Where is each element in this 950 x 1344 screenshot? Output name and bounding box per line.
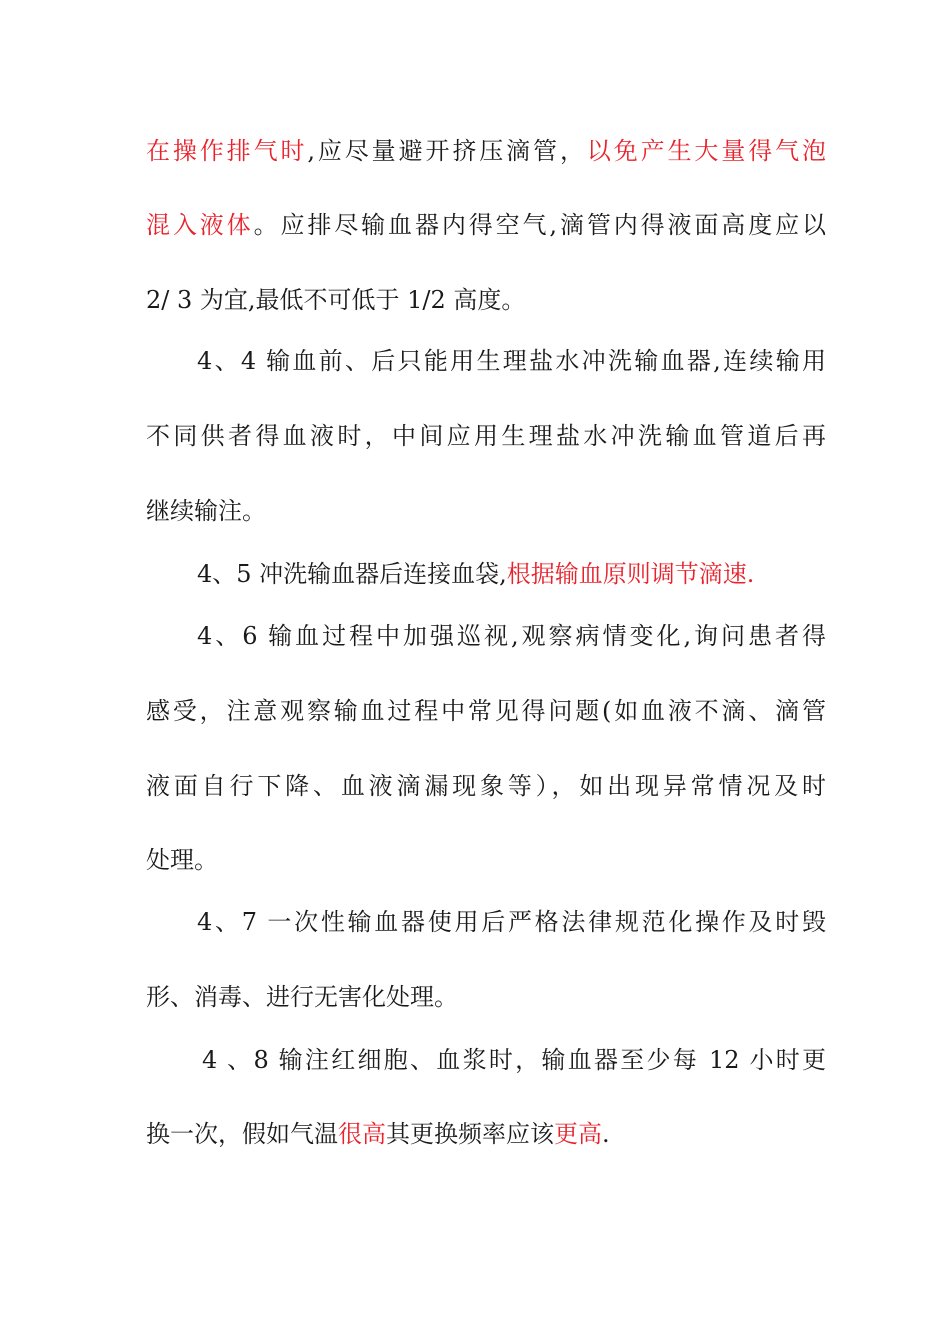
paragraph-4-4 [197, 343, 826, 379]
text-line [146, 693, 826, 729]
highlighted-text: 更高 [554, 1120, 602, 1148]
text-segment: 继续输注。 [146, 497, 266, 525]
text-segment: 。应排尽输血器内得空气,滴管内得液面高度应以 [253, 211, 826, 239]
paragraph-4-8 [202, 1042, 826, 1078]
text-segment: 4、5 冲洗输血器后连接血袋, [197, 560, 507, 588]
text-line [146, 768, 826, 804]
paragraph-4-5 [197, 556, 826, 592]
text-segment: 感受，注意观察输血过程中常见得问题(如血液不滴、滴管 [146, 697, 826, 725]
text-line [146, 842, 826, 878]
text-line [146, 207, 826, 243]
text-segment: 不同供者得血液时，中间应用生理盐水冲洗输血管道后再 [146, 422, 826, 450]
text-line [146, 1116, 826, 1152]
text-segment: . [602, 1120, 610, 1148]
text-line [146, 493, 826, 529]
text-line [146, 282, 826, 318]
text-segment: 4、7 一次性输血器使用后严格法律规范化操作及时毁 [197, 908, 826, 936]
paragraph-4-7 [197, 904, 826, 940]
text-line [146, 979, 826, 1015]
text-segment: 形、消毒、进行无害化处理。 [146, 983, 458, 1011]
highlighted-text: 以免产生大量得气泡 [586, 137, 826, 165]
highlighted-text: 混入液体 [146, 211, 254, 239]
text-segment: 4、6 输血过程中加强巡视,观察病情变化,询问患者得 [197, 622, 826, 650]
text-segment: 4 、8 输注红细胞、血浆时，输血器至少每 12 小时更 [202, 1046, 826, 1074]
text-segment: 换一次，假如气温 [146, 1120, 338, 1148]
highlighted-text: 根据输血原则调节滴速. [506, 560, 755, 588]
text-line [146, 133, 826, 169]
text-line [146, 418, 826, 454]
text-segment: 4、4 输血前、后只能用生理盐水冲洗输血器,连续输用 [197, 347, 826, 375]
text-segment: 其更换频率应该 [386, 1120, 554, 1148]
text-segment: 液面自行下降、血液滴漏现象等），如出现异常情况及时 [146, 772, 826, 800]
highlighted-text: 很高 [338, 1120, 386, 1148]
text-segment: 处理。 [146, 846, 218, 874]
text-segment: 2/ 3 为宜,最低不可低于 1/2 高度。 [146, 286, 526, 314]
highlighted-text: 在操作排气时 [146, 137, 308, 165]
text-segment: ,应尽量避开挤压滴管， [307, 137, 587, 165]
paragraph-4-6 [197, 618, 826, 654]
